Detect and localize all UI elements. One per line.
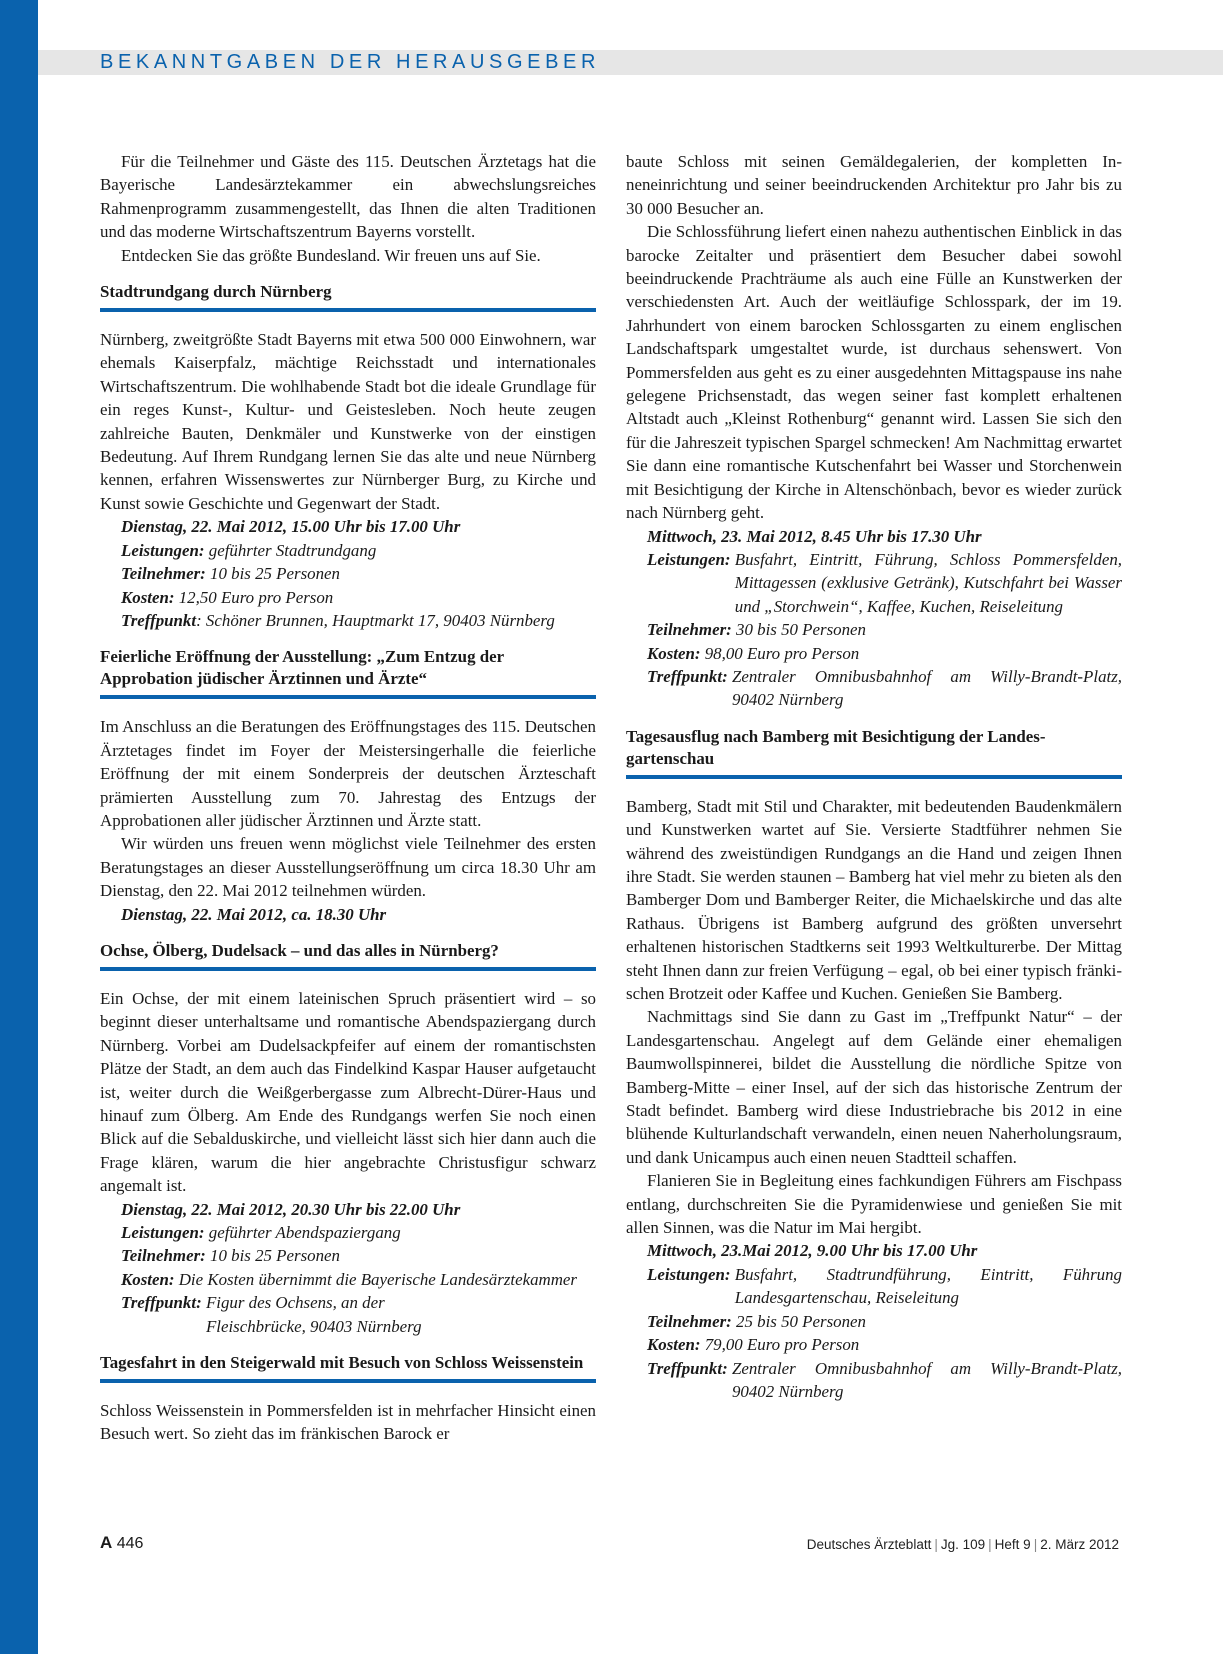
event-kosten: Kosten: 12,50 Euro pro Person bbox=[121, 587, 334, 607]
sidebar-bar bbox=[0, 0, 38, 1654]
section-body-2: Nachmittags sind Sie dann zu Gast im „Treffpunkt Natur“ – der Landesgartenschau. Angelegt auf dem Gelände einer ehemaligen Baumwollspinnerei, bildet die Ausstellung die nördliche Spitze von Bamberg-Mitte – einer Insel, auf der sich das historische Zentrum der Stadt befindet. Bamberg wird diese Industriebrache bis 2012 in eine blühende Kulturlandschaft verwandeln, einen neuen Naherholungsraum, und dank Unicampus auch einen neuen Stadtteil schaffen. bbox=[626, 1007, 1122, 1167]
section-heading-steigerwald: Tagesfahrt in den Steigerwald mit Besuch von Schloss Weissenstein bbox=[100, 1352, 596, 1383]
event-teilnehmer: Teilnehmer: 25 bis 50 Personen bbox=[647, 1311, 866, 1331]
event-leistungen: Leistungen: Busfahrt, Stadtrundführung, Eintritt, Führung Landesgartenschau, Reiseleitung bbox=[647, 1264, 1122, 1308]
section-body: Ein Ochse, der mit einem lateinischen Spruch präsentiert wird – so beginnt dieser unterhaltsame und romantische Abendspaziergang durch Nürnberg. Vorbei am Dudelsackpfeifer auf einem der romantischsten Plätze der Stadt, an dem auch das Findelkind Kaspar Hauser aufgetaucht ist, weiter durch die Weißgerbergasse zum Albrecht-Dürer-Haus und hinauf zum Ölberg. Am Ende des Rundgangs werfen Sie noch einen Blick auf die Sebalduskirche, und vielleicht lässt sich hier dann auch die Frage klären, warum die hier angebrachte Christusfigur schwarz angemalt ist. bbox=[100, 988, 596, 1196]
event-teilnehmer: Teilnehmer: 30 bis 50 Personen bbox=[647, 620, 866, 640]
event-leistungen: Leistungen: geführter Stadtrundgang bbox=[121, 540, 377, 560]
journal-name: Deutsches Ärzteblatt bbox=[806, 1537, 932, 1552]
event-leistungen: Leistungen: Busfahrt, Eintritt, Führung, Schloss Pommersfelden, Mittagessen (exklusive Getränk), Kutschfahrt bei Wasser und „Storchwein“, Kaffee, Kuchen, Reiseleitung bbox=[647, 549, 1122, 616]
event-treffpunkt: Treffpunkt: Zentraler Omnibusbahnhof am Willy-Brandt-Platz, 90402 Nürnberg bbox=[647, 1358, 1122, 1401]
event-leistungen: Leistungen: geführter Abendspaziergang bbox=[121, 1223, 401, 1243]
event-kosten: Kosten: Die Kosten übernimmt die Bayerische Landesärztekammer bbox=[121, 1269, 577, 1289]
intro-paragraph-2: Entdecken Sie das größte Bundesland. Wir freuen uns auf Sie. bbox=[121, 245, 541, 265]
event-date: Mittwoch, 23. Mai 2012, 8.45 Uhr bis 17.30 Uhr bbox=[647, 526, 982, 546]
section-heading-ausstellung: Feierliche Eröffnung der Ausstellung: „Zum Entzug der Approbation jüdischer Ärztinnen und Ärzte“ bbox=[100, 646, 596, 699]
event-teilnehmer: Teilnehmer: 10 bis 25 Personen bbox=[121, 564, 340, 584]
right-column bbox=[626, 150, 1122, 1403]
left-column bbox=[100, 150, 596, 1446]
section-body-3: Flanieren Sie in Begleitung eines fachkundigen Führers am Fischpass entlang, durchschreiten Sie die Pyramidenwiese und genießen Sie mit allen Sinnen, was die Natur im Mai hergibt. bbox=[626, 1171, 1122, 1238]
journal-issue: Heft 9 bbox=[994, 1537, 1031, 1552]
journal-citation: Deutsches Ärzteblatt | Jg. 109 | Heft 9 | 2. März 2012 bbox=[806, 1537, 1119, 1552]
section-body: Bamberg, Stadt mit Stil und Charakter, mit bedeutenden Baudenkmälern und Kunstwerken wartet auf Sie. Versierte Stadtführer nehmen Sie während des zweistündigen Rundgangs an die Hand und zeigen Ihnen ihre Stadt. Sie werden staunen – Bamberg hat viel mehr zu bieten als den Bamberger Dom und Bamberger Reiter, die Michaelskirche und das alte Rathaus. Übrigens ist Bamberg aufgrund des größten unversehrt erhaltenen historischen Stadtkerns seit 1993 Weltkulturerbe. Der Mittag steht Ihnen dann zur freien Verfügung – egal, ob bei einer typisch fränkischen Brotzeit oder Kaffee und Kuchen. Genießen Sie Bamberg. bbox=[626, 796, 1122, 1003]
event-treffpunkt: Treffpunkt: Figur des Ochsens, an der Fleischbrücke, 90403 Nürnberg bbox=[121, 1293, 422, 1336]
event-treffpunkt: Treffpunkt: Zentraler Omnibusbahnhof am Willy-Brandt-Platz, 90402 Nürnberg bbox=[647, 666, 1122, 710]
event-date: Dienstag, 22. Mai 2012, ca. 18.30 Uhr bbox=[121, 904, 387, 924]
section-body-2: Die Schlossführung liefert einen nahezu authentischen Einblick in das barocke Zeitalter und präsentiert dem Besucher dabei sowohl beeindruckende Prachträume als auch eine Fülle an Kunstwerken der verschiedensten Art. Auch der weitläufige Schlosspark, der im 19. Jahrhundert von einem barocken Schlossgarten zu einem englischen Landschaftspark umgestaltet wurde, ist durchaus sehenswert. Von Pommersfelden aus geht es zu einer ausgedehnten Mittagspause ins nahe gelegene Prichsenstadt, das wegen seiner fast komplett erhaltenen Altstadt auch „Kleinst Rothenburg“ genannt wird. Lassen Sie sich den für die Jahreszeit typischen Spargel schmecken! Am Nachmittag erwartet Sie dann eine romantische Kutschenfahrt bei Wasser und Storchenwein mit Besichtigung der Kirche in Altenschönbach, bevor es wieder zurück nach Nürnberg geht. bbox=[626, 222, 1122, 523]
section-body: Im Anschluss an die Beratungen des Eröffnungstages des 115. Deutschen Ärztetages findet im Foyer der Meistersingerhalle die feierliche Eröffnung der mit einem Sonderpreis der deutschen Ärzteschaft prämierten Ausstellung zum 70. Jahrestag des Entzugs der Approbationen aller jüdischer Ärztinnen und Ärzte statt. bbox=[100, 717, 596, 830]
section-heading-bamberg: Tagesausflug nach Bamberg mit Besichtigung der Landesgartenschau bbox=[626, 726, 1122, 779]
event-date: Mittwoch, 23.Mai 2012, 9.00 Uhr bis 17.00 Uhr bbox=[647, 1241, 978, 1261]
journal-date: 2. März 2012 bbox=[1040, 1537, 1119, 1552]
header-title: BEKANNTGABEN DER HERAUSGEBER bbox=[100, 51, 600, 73]
page-number: A 446 bbox=[100, 1533, 144, 1552]
event-teilnehmer: Teilnehmer: 10 bis 25 Personen bbox=[121, 1246, 340, 1266]
journal-volume: Jg. 109 bbox=[940, 1537, 986, 1552]
section-heading-ochse: Ochse, Ölberg, Dudelsack – und das alles in Nürnberg? bbox=[100, 940, 596, 971]
section-heading-stadtrundgang: Stadtrundgang durch Nürnberg bbox=[100, 281, 596, 312]
intro-paragraph: Für die Teilnehmer und Gäste des 115. Deutschen Ärztetags hat die Bayerische Landesärztekammer ein abwechslungsreiches Rahmenprogramm zusammengestellt, das Ihnen die alten Traditionen und das moderne Wirtschaftszentrum Bayerns vorstellt. bbox=[100, 152, 596, 242]
event-kosten: Kosten: 79,00 Euro pro Person bbox=[647, 1335, 860, 1355]
event-kosten: Kosten: 98,00 Euro pro Person bbox=[647, 643, 860, 663]
section-body: Nürnberg, zweitgrößte Stadt Bayerns mit etwa 500 000 Einwohnern, war ehemals Kaiserpfalz, mächtige Reichsstadt und internationales Wirtschaftszentrum. Die wohlhabende Stadt bot die ideale Grundlage für ein reges Kunst-, Kultur- und Geistesleben. Noch heute zeugen zahlreiche Bauten, Denkmäler und Kunstwerke von der einstigen Bedeutung. Auf Ihrem Rundgang lernen Sie das alte und neue Nürnberg kennen, erfahren Wissenswertes zur Nürnberger Burg, zu Kirche und Kunst sowie Geschichte und Gegenwart der Stadt. bbox=[100, 330, 596, 513]
event-treffpunkt: Treffpunkt: Schöner Brunnen, Hauptmarkt 17, 90403 Nürnberg bbox=[121, 610, 555, 630]
section-body: Schloss Weissenstein in Pommersfelden ist in mehrfacher Hinsicht einen Besuch wert. So zieht das im fränkischen Barock er bbox=[100, 1401, 596, 1444]
section-body-continued: baute Schloss mit seinen Gemäldegalerien, der kompletten Inneneinrichtung und seiner beeindruckenden Architektur pro Jahr bis zu 30 000 Besucher an. bbox=[626, 152, 1122, 218]
event-date: Dienstag, 22. Mai 2012, 15.00 Uhr bis 17.00 Uhr bbox=[121, 517, 461, 537]
section-body-2: Wir würden uns freuen wenn möglichst viele Teilnehmer des ersten Beratungstages an dieser Ausstellungseröffnung um circa 18.30 Uhr am Dienstag, den 22. Mai 2012 teilnehmen würden. bbox=[100, 834, 596, 901]
event-date: Dienstag, 22. Mai 2012, 20.30 Uhr bis 22.00 Uhr bbox=[121, 1199, 461, 1219]
